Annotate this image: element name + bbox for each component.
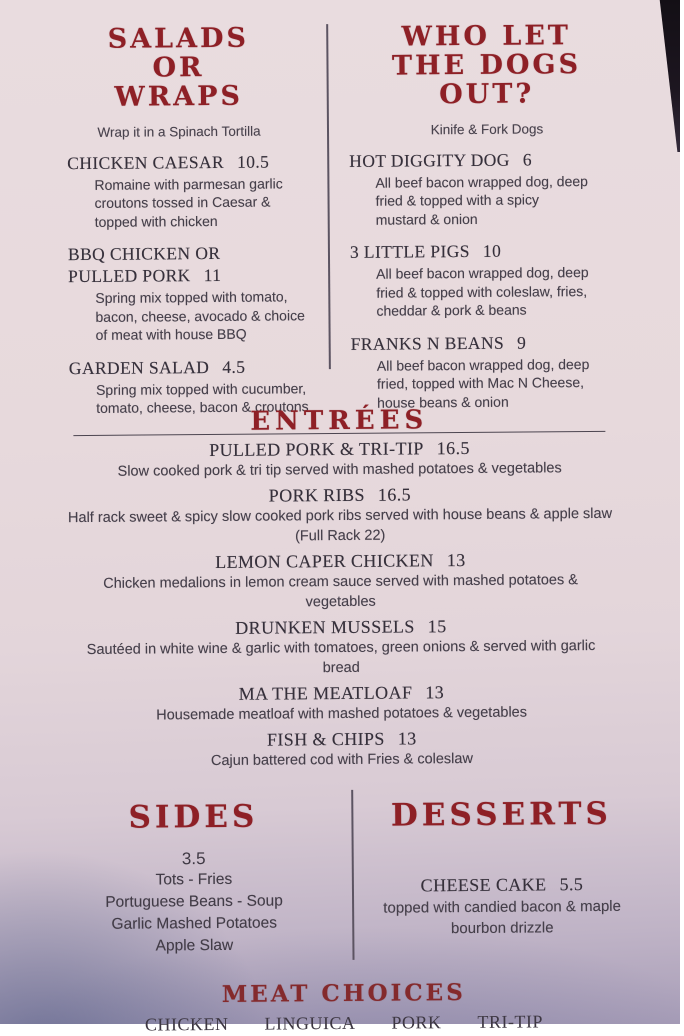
menu-item-desc: Spring mix topped with tomato, bacon, cheese, avocado & choice of meat with house BBQ	[95, 288, 305, 344]
menu-item	[40, 548, 640, 615]
sides-list	[43, 868, 346, 958]
menu-item-price: 13	[446, 550, 466, 571]
salads-subtitle: Wrap it in a Spinach Tortilla	[97, 123, 261, 140]
menu-item-price: 6	[522, 149, 533, 170]
menu-item	[361, 873, 644, 940]
item-label: DRUNKEN MUSSELS	[235, 616, 415, 639]
title-line: THE DOGS	[391, 48, 582, 82]
item-label: GARDEN SALAD	[68, 356, 210, 378]
meat-choices-section	[4, 979, 684, 1009]
meat-choice: CHICKEN	[144, 1013, 229, 1035]
menu-item-price: 13	[425, 682, 445, 703]
menu-item-desc: topped with candied bacon & maple bourbon drizzle	[383, 897, 622, 938]
bottom-section	[42, 795, 643, 963]
hot-dogs-section	[336, 22, 639, 416]
menu-item-price: 13	[397, 728, 417, 749]
menu-item	[337, 147, 638, 229]
salads-or-wraps-title	[38, 24, 319, 113]
item-label: CHEESE CAKE	[420, 874, 547, 896]
meat-choices-title: MEAT CHOICES	[221, 979, 466, 1008]
salads-or-wraps-section	[38, 24, 321, 418]
menu-item-name	[69, 355, 279, 379]
sides-list-item: Portuguese Beans - Soup	[105, 892, 283, 912]
menu-item-desc: All beef bacon wrapped dog, deep fried & topped with a spicy mustard & onion	[375, 172, 588, 228]
item-label: FISH & CHIPS	[266, 728, 385, 750]
menu-item	[39, 436, 639, 483]
sides-list-item: Apple Slaw	[155, 937, 234, 955]
item-label: LEMON CAPER CHICKEN	[215, 550, 434, 573]
title-line: OUT?	[439, 78, 535, 110]
entrees-title: ENTRÉES	[250, 405, 429, 437]
menu-item-desc: Cajun battered cod with Fries & coleslaw	[210, 751, 473, 770]
menu-item-desc: Slow cooked pork & tri tip served with mashed potatoes & vegetables	[117, 460, 562, 481]
menu-item-desc: Romaine with parmesan garlic croutons tossed in Caesar & topped with chicken	[94, 175, 283, 230]
menu-item-name	[351, 331, 561, 355]
desserts-section	[360, 795, 643, 960]
top-section	[38, 22, 639, 418]
menu-item-desc: Sautéed in white wine & garlic with tomatoes, green onions & served with garlic bread	[86, 638, 596, 677]
menu-item-name	[68, 242, 278, 288]
meat-choice: TRI-TIP	[477, 1011, 544, 1032]
desserts-title: DESSERTS	[390, 795, 612, 834]
item-label: FRANKS N BEANS	[350, 332, 505, 354]
item-label: BBQ CHICKEN OR PULLED PORK	[67, 243, 221, 287]
menu-item	[339, 330, 640, 412]
menu-item	[42, 726, 642, 773]
menu-item-price: 10	[482, 240, 502, 261]
title-line: SALADS	[107, 22, 250, 55]
menu-item	[41, 614, 641, 681]
title-line: OR	[152, 51, 205, 84]
menu-item-desc-note: (Full Rack 22)	[295, 527, 386, 545]
menu-item	[39, 150, 320, 232]
sides-list-item: Garlic Mashed Potatoes	[111, 914, 277, 933]
sides-section	[42, 800, 345, 962]
menu-item-name	[349, 148, 559, 172]
menu-item-price: 16.5	[436, 438, 470, 459]
title-line: WRAPS	[114, 80, 244, 113]
cutoff-meat-row	[4, 1010, 684, 1035]
meat-choice: LINGUICA	[264, 1012, 356, 1034]
sides-list-item: Tots - Fries	[155, 871, 233, 889]
menu-item-price: 15	[427, 616, 447, 637]
menu-item-price: 5.5	[559, 874, 584, 895]
menu-item-desc: All beef bacon wrapped dog, deep fried & topped with coleslaw, fries, cheddar & pork & beans	[376, 264, 589, 319]
menu-item	[40, 482, 640, 549]
menu-item-desc: All beef bacon wrapped dog, deep fried, topped with Mac N Cheese, house beans & onion	[376, 355, 590, 411]
item-label: MA THE MEATLOAF	[238, 682, 413, 705]
item-label: HOT DIGGITY DOG	[349, 149, 510, 171]
menu-item-desc: Half rack sweet & spicy slow cooked pork ribs served with house beans & apple slaw	[67, 506, 613, 527]
sides-price: 3.5	[181, 849, 206, 869]
menu-item	[41, 680, 641, 727]
menu-item-price: 10.5	[236, 151, 270, 172]
item-label: 3 LITTLE PIGS	[349, 241, 470, 263]
hot-dogs-subtitle: Kinife & Fork Dogs	[430, 121, 544, 137]
hot-dogs-title	[336, 22, 637, 111]
entrees-section	[39, 406, 642, 773]
column-divider	[326, 24, 330, 369]
menu-item-desc: Housemade meatloaf with mashed potatoes & vegetables	[156, 704, 528, 724]
menu-item-desc: Chicken medalions in lemon cream sauce served with mashed potatoes & vegetables	[103, 572, 578, 611]
menu-item-price: 9	[517, 332, 527, 353]
menu-item-name	[350, 239, 560, 263]
menu-item-price: 11	[203, 265, 222, 286]
sides-title: SIDES	[128, 798, 259, 836]
meat-choice: PORK	[391, 1012, 442, 1033]
menu-item-desc: Spring mix topped with cucumber, tomato, cheese, bacon & croutons	[95, 379, 309, 417]
item-label: PULLED PORK & TRI-TIP	[209, 438, 424, 461]
menu-item	[40, 241, 321, 345]
menu-item-name	[361, 873, 643, 897]
menu-item-name	[67, 150, 277, 174]
menu-item-price: 4.5	[222, 356, 246, 377]
item-label: PORK RIBS	[268, 485, 365, 506]
title-line: WHO LET	[401, 20, 572, 53]
menu-item-price: 16.5	[377, 484, 412, 506]
column-divider	[351, 790, 354, 960]
item-label: CHICKEN CAESAR	[67, 151, 225, 173]
menu-item	[338, 239, 639, 321]
